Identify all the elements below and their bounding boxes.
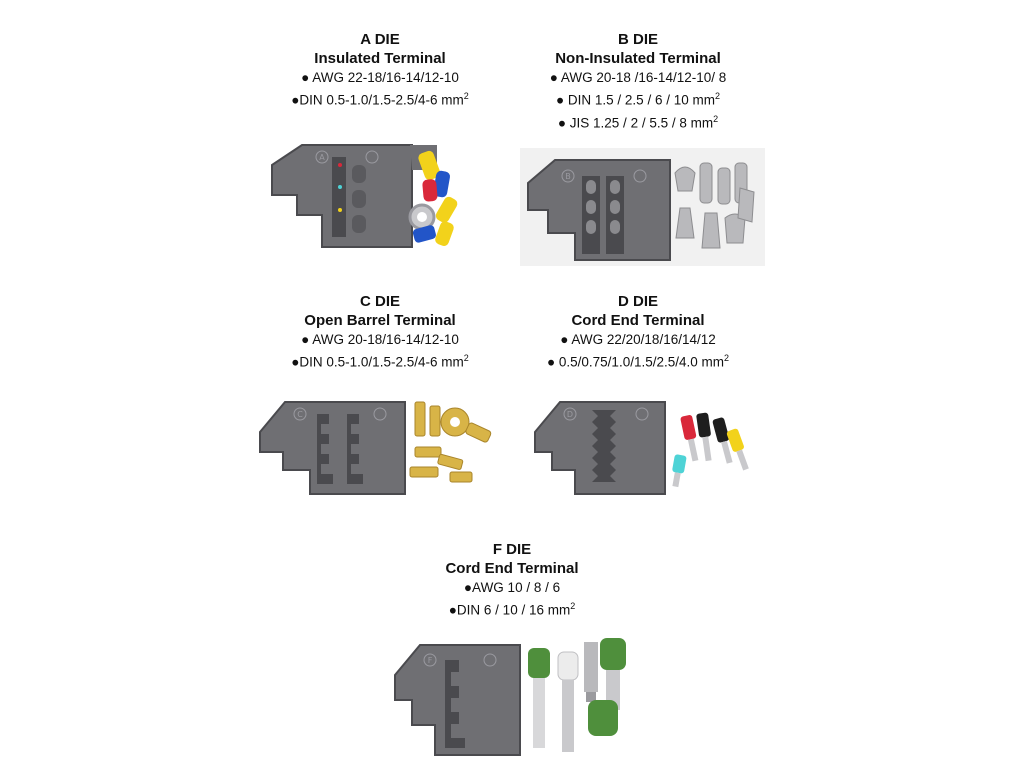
spec-din: ●DIN 0.5-1.0/1.5-2.5/4-6 $mm^2$ — [291, 91, 469, 108]
panel-subtitle: Cord End Terminal — [445, 560, 579, 577]
spec-jis: ● JIS 1.25 / 2 / 5.5 / 8 $mm^2$ — [557, 113, 719, 130]
panel-subtitle: Insulated Terminal — [314, 50, 446, 67]
svg-text:D: D — [566, 410, 574, 419]
panel-subtitle: Open Barrel Terminal — [304, 312, 456, 329]
spec-awg: ● AWG 20-18 /16-14/12-10/ 8 — [549, 70, 727, 85]
c-die-photo — [255, 392, 505, 498]
d-die-photo — [530, 392, 750, 498]
spec-din: ●DIN 6 / 10 / 16 $mm^2$ — [448, 601, 576, 618]
panel-a-die — [250, 30, 510, 110]
spec-din: ● DIN 1.5 / 2.5 / 6 / 10 $mm^2$ — [556, 91, 720, 108]
spec-din: ●DIN 0.5-1.0/1.5-2.5/4-6 $mm^2$ — [291, 353, 469, 370]
panel-subtitle: Cord End Terminal — [571, 312, 705, 329]
panel-f-die — [382, 540, 642, 620]
panel-b-die — [508, 30, 768, 132]
svg-text:B: B — [565, 172, 571, 181]
svg-text:F: F — [427, 656, 433, 665]
spec-awg: ●AWG 10 / 8 / 6 — [463, 580, 561, 595]
panel-title: C DIE — [359, 293, 400, 310]
panel-title: D DIE — [617, 293, 658, 310]
panel-title: F DIE — [492, 541, 532, 558]
panel-c-die — [250, 292, 510, 372]
panel-subtitle: Non-Insulated Terminal — [555, 50, 721, 67]
b-die-photo — [520, 148, 765, 266]
panel-title: B DIE — [617, 31, 658, 48]
panel-title: A DIE — [360, 31, 400, 48]
spec-awg: ● AWG 22/20/18/16/14/12 — [560, 332, 716, 347]
spec-awg: ● AWG 20-18/16-14/12-10 — [301, 332, 459, 347]
spec-awg: ● AWG 22-18/16-14/12-10 — [301, 70, 459, 85]
panel-d-die — [508, 292, 768, 372]
f-die-photo — [390, 630, 640, 760]
svg-text:A: A — [319, 153, 325, 162]
spec-mm: ● 0.5/0.75/1.0/1.5/2.5/4.0 $mm^2$ — [546, 353, 730, 370]
svg-text:C: C — [297, 410, 303, 419]
a-die-photo — [262, 135, 472, 250]
